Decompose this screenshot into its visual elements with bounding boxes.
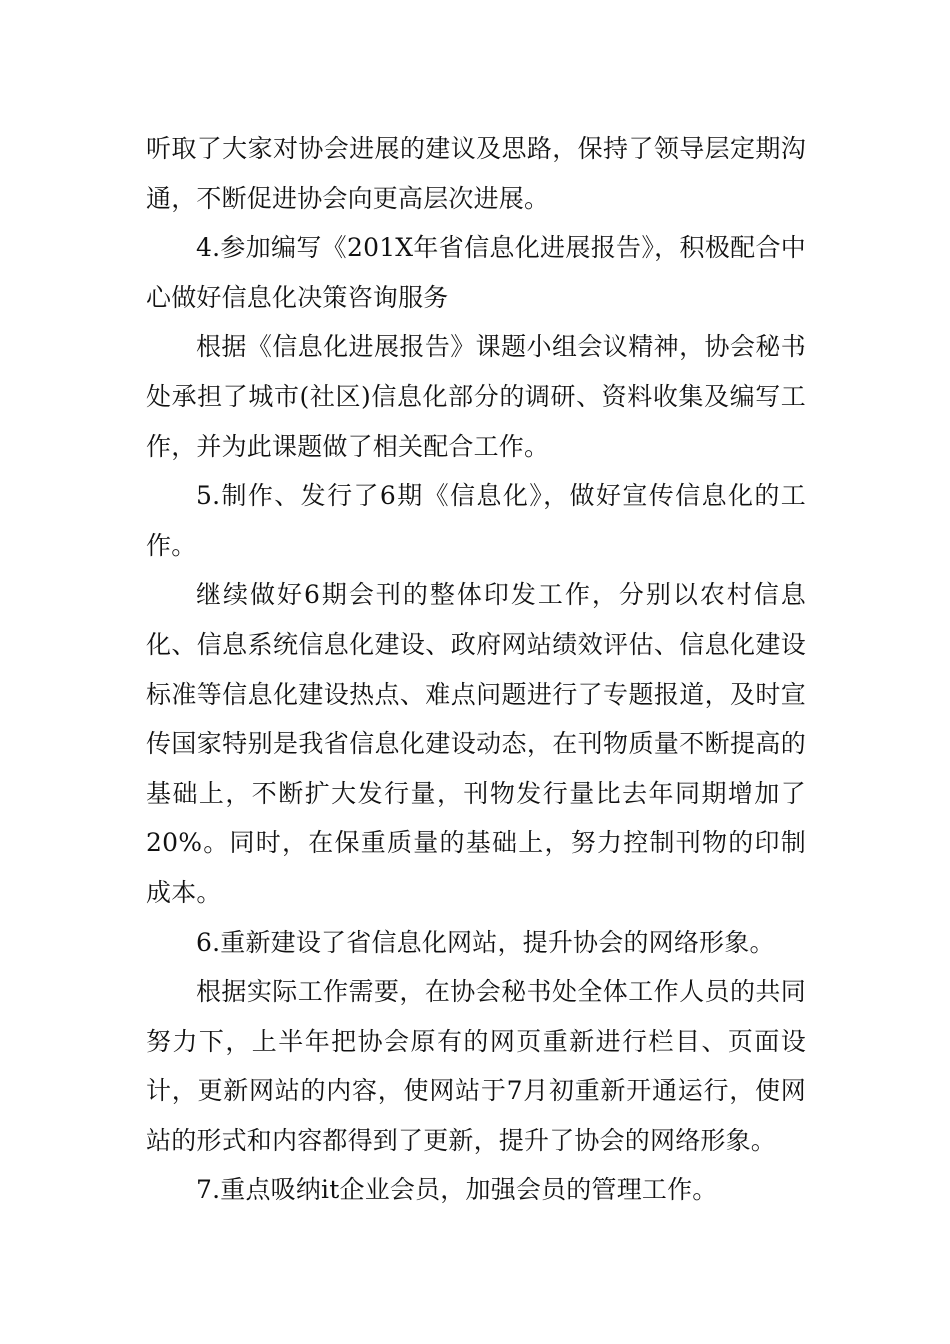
paragraph-report-participation: 根据《信息化进展报告》课题小组会议精神，协会秘书处承担了城市(社区)信息化部分的调研、资料收集及编写工作，并为此课题做了相关配合工作。 xyxy=(146,332,806,461)
section-heading-7: 7.重点吸纳it企业会员，加强会员的管理工作。 xyxy=(196,1175,718,1205)
document-body xyxy=(146,124,806,1215)
section-heading-4: 4.参加编写《201X年省信息化进展报告》，积极配合中心做好信息化决策咨询服务 xyxy=(146,233,806,312)
paragraph-continuation: 听取了大家对协会进展的建议及思路，保持了领导层定期沟通，不断促进协会向更高层次进展。 xyxy=(146,134,806,213)
paragraph-website-rebuild: 根据实际工作需要，在协会秘书处全体工作人员的共同努力下，上半年把协会原有的网页重新进行栏目、页面设计，更新网站的内容，使网站于7月初重新开通运行，使网站的形式和内容都得到了更新，提升了协会的网络形象。 xyxy=(146,977,806,1155)
section-heading-6: 6.重新建设了省信息化网站，提升协会的网络形象。 xyxy=(196,927,775,957)
section-heading-5: 5.制作、发行了6期《信息化》，做好宣传信息化的工作。 xyxy=(146,481,806,560)
paragraph-journal-publication: 继续做好6期会刊的整体印发工作，分别以农村信息化、信息系统信息化建设、政府网站绩效评估、信息化建设标准等信息化建设热点、难点问题进行了专题报道，及时宣传国家特别是我省信息化建设动态，在刊物质量不断提高的基础上，不断扩大发行量，刊物发行量比去年同期增加了20%。同时，在保重质量的基础上，努力控制刊物的印制成本。 xyxy=(146,580,806,907)
